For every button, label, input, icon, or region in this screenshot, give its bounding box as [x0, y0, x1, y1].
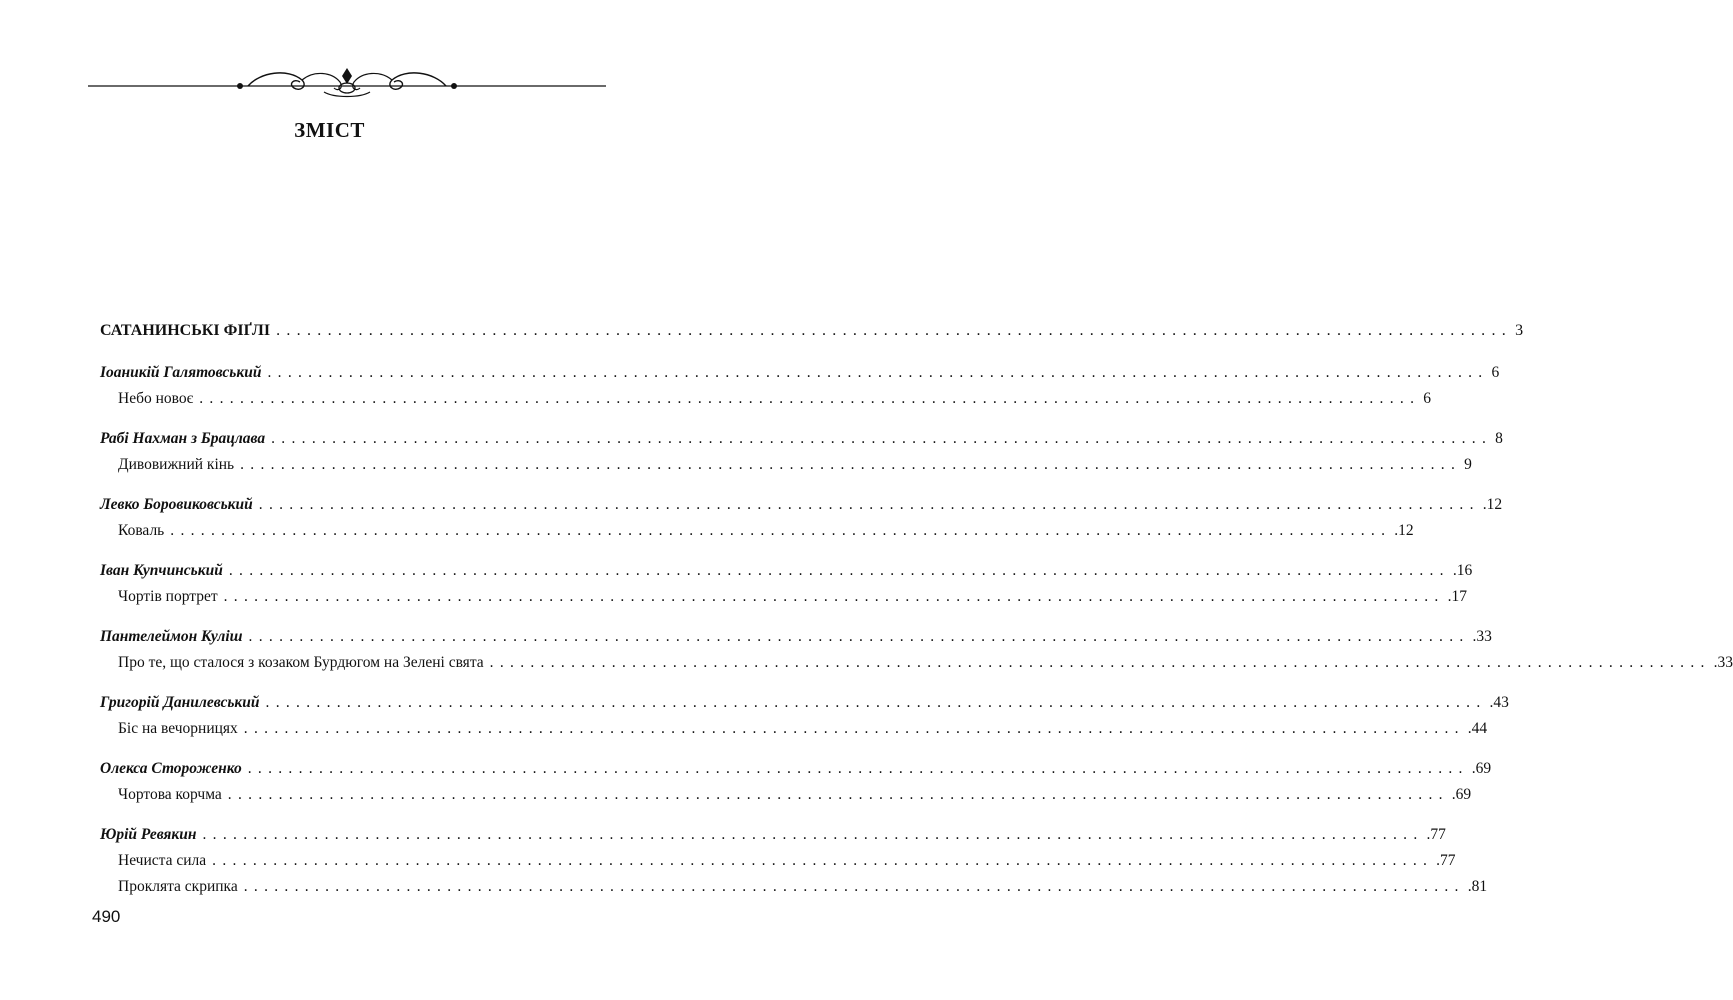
toc-entry-page: .69 — [1471, 760, 1492, 777]
toc-entry-title: Чортова корчма — [118, 786, 222, 803]
dot-leader: ........................................................................................................................ — [243, 878, 1465, 895]
toc-entry-work — [100, 386, 1431, 412]
dot-leader: ........................................................................................................................ — [265, 694, 1487, 711]
toc-entry-title: Іван Купчинський — [100, 562, 223, 579]
toc-entry-work — [100, 518, 1414, 544]
toc-entry-title: Проклята скрипка — [118, 878, 238, 895]
toc-entry-author — [100, 756, 1492, 782]
toc-entry-title: Левко Боровиковський — [100, 496, 253, 513]
toc-entry-page: .16 — [1452, 562, 1473, 579]
toc-entry-page: .77 — [1426, 826, 1446, 843]
toc-entry-page: .33 — [1472, 628, 1492, 645]
toc-entry-title: Рабі Нахман з Брацлава — [100, 430, 266, 447]
toc-entry-page: .69 — [1451, 786, 1472, 803]
toc-entry-title: Юрій Ревякин — [100, 826, 197, 843]
dot-leader: ........................................................................................................................ — [228, 562, 1450, 579]
toc-entry-page: .12 — [1394, 522, 1414, 539]
toc-entry-page: 6 — [1423, 390, 1431, 407]
toc-entry-author — [100, 690, 1509, 716]
toc-entry-page: .77 — [1436, 852, 1456, 869]
toc-entry-page: 3 — [1515, 322, 1524, 339]
toc-entry-title: Про те, що сталося з козаком Бурдюгом на Зелені свята — [118, 654, 484, 671]
flourish-divider-icon — [88, 62, 606, 102]
dot-leader: ........................................................................................................................ — [199, 390, 1421, 407]
dot-leader: ........................................................................................................................ — [276, 322, 1513, 339]
page-number: 490 — [92, 907, 121, 926]
toc-entry-work — [100, 452, 1472, 478]
dot-leader: ........................................................................................................................ — [258, 496, 1480, 513]
dot-leader: ........................................................................................................................ — [240, 456, 1462, 473]
toc-entry-work — [100, 874, 1488, 900]
toc-entry-title: Олекса Стороженко — [100, 760, 242, 777]
toc-entry-work — [100, 782, 1472, 808]
toc-entry-title: САТАНИНСЬКІ ФІҐЛІ — [100, 322, 271, 339]
toc-entry-page: 9 — [1464, 456, 1472, 473]
toc-entry-title: Григорій Данилевський — [100, 694, 260, 711]
toc-entry-author — [100, 822, 1446, 848]
dot-leader: ........................................................................................................................ — [248, 628, 1470, 645]
toc-entry-title: Чортів портрет — [118, 588, 218, 605]
toc-entry-title: Небо новоє — [118, 390, 194, 407]
toc-entry-title: Біс на вечорницях — [118, 720, 238, 737]
dot-leader: ........................................................................................................................ — [247, 760, 1469, 777]
toc-entry-author — [100, 558, 1473, 584]
toc-entry-work — [100, 650, 1733, 676]
dot-leader: ........................................................................................................................ — [489, 654, 1711, 671]
toc-entry-title: Іоаникій Галятовський — [100, 364, 262, 381]
dot-leader: ........................................................................................................................ — [267, 364, 1489, 381]
toc-entry-title: Коваль — [118, 522, 165, 539]
toc-entry-work — [100, 716, 1488, 742]
dot-leader: ........................................................................................................................ — [212, 852, 1434, 869]
dot-leader: ........................................................................................................................ — [223, 588, 1445, 605]
dot-leader: ........................................................................................................................ — [271, 430, 1493, 447]
dot-leader: ........................................................................................................................ — [243, 720, 1465, 737]
toc-entry-title: Дивовижний кінь — [118, 456, 235, 473]
toc-entry-author — [100, 492, 1503, 518]
toc-entry-page: .44 — [1467, 720, 1488, 737]
toc-entry-page: .12 — [1482, 496, 1503, 513]
toc-entry-title: Нечиста сила — [118, 852, 207, 869]
toc-entry-work — [100, 848, 1456, 874]
dot-leader: ........................................................................................................................ — [227, 786, 1449, 803]
toc-entry-page: .33 — [1713, 654, 1733, 671]
toc-entry-page: 6 — [1491, 364, 1500, 381]
toc-entry-author — [100, 360, 1500, 386]
table-of-contents — [100, 318, 1733, 900]
toc-entry-page: .17 — [1447, 588, 1467, 605]
toc-entry-title: Пантелеймон Куліш — [100, 628, 243, 645]
toc-entry-page: .43 — [1489, 694, 1509, 711]
toc-entry-work — [100, 584, 1467, 610]
toc-entry-author — [100, 426, 1503, 452]
toc-entry-author — [100, 624, 1492, 650]
toc-entry-page: .81 — [1467, 878, 1488, 895]
toc-entry-page: 8 — [1495, 430, 1503, 447]
dot-leader: ........................................................................................................................ — [202, 826, 1424, 843]
dot-leader: ........................................................................................................................ — [170, 522, 1392, 539]
toc-entry-section — [100, 318, 1524, 348]
page-title: ЗМІСТ — [294, 118, 365, 142]
